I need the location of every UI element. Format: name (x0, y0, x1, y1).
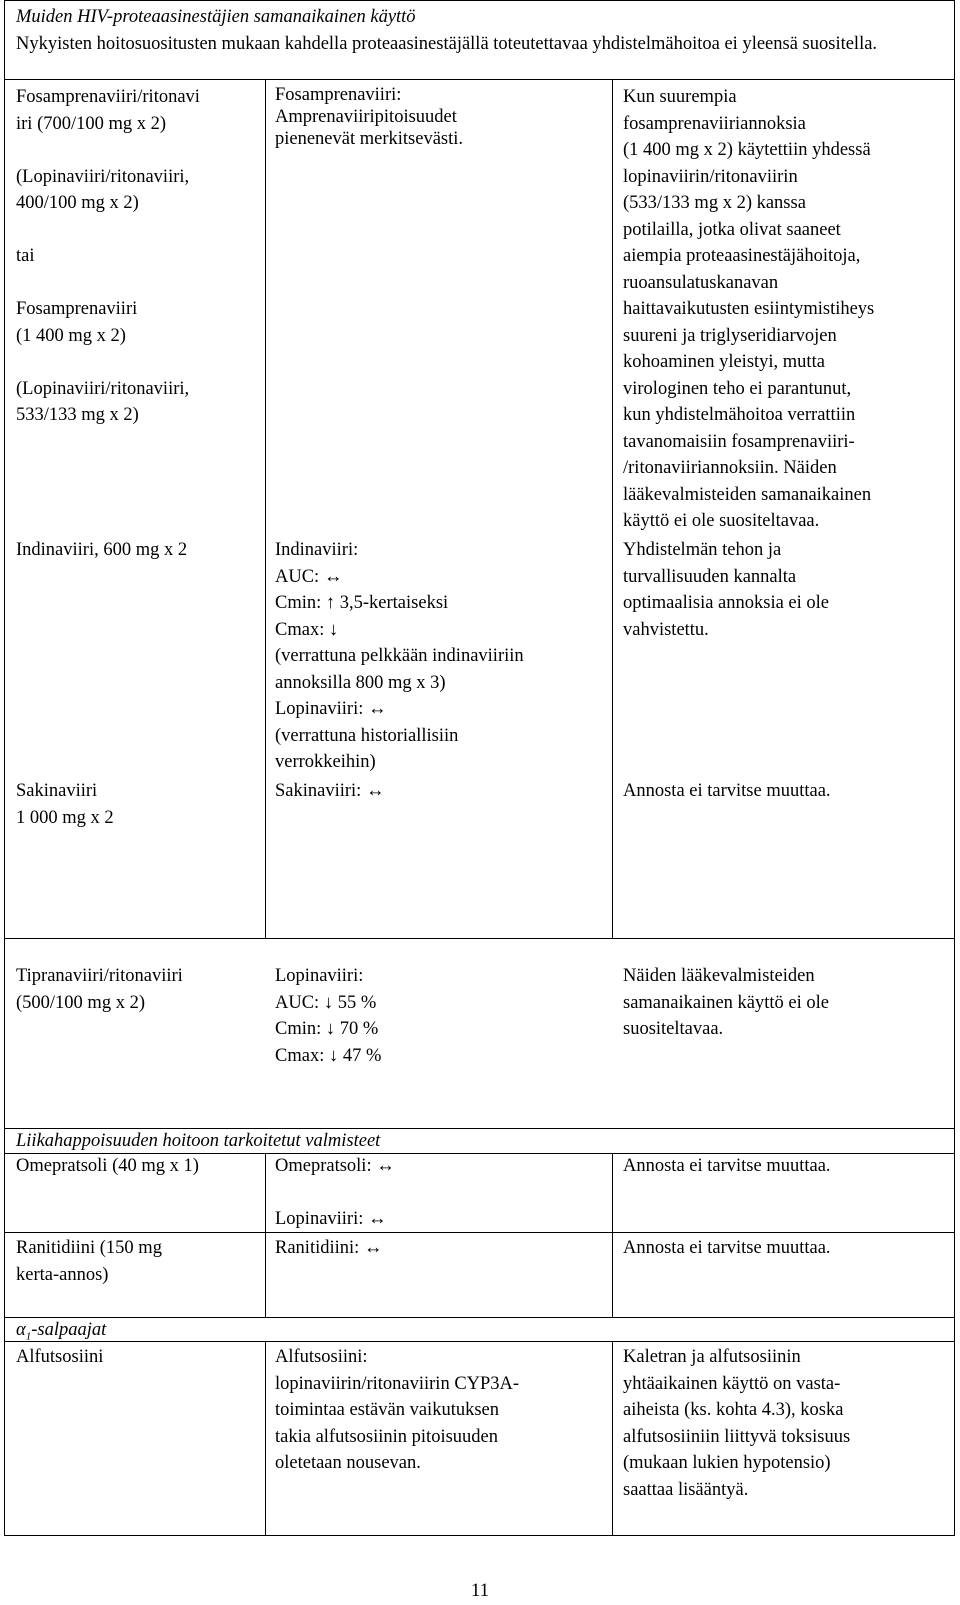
table-cell-line: Kun suurempia (623, 87, 737, 107)
row-saquinavir-col2 (275, 778, 620, 805)
section-title: Muiden HIV-proteaasinestäjien samanaikainen käyttö (16, 7, 416, 27)
section-title-sub: 1 (25, 1330, 32, 1343)
table-cell-line: Fosamprenaviiri/ritonavi (16, 87, 200, 107)
table-cell-line: Annosta ei tarvitse muuttaa. (623, 1238, 831, 1258)
row-fosamprenavir-col2 (275, 84, 620, 150)
table-cell-line: iri (700/100 mg x 2) (16, 113, 167, 134)
table-cell-line: Cmin: ↑ 3,5-kertaiseksi (275, 593, 449, 613)
table-cell-line: Sakinaviiri: ↔ (275, 781, 385, 801)
table-cell-line: (500/100 mg x 2) (16, 992, 145, 1013)
table-cell-line: Kaletran ja alfutsosiinin (623, 1347, 801, 1367)
row-divider (4, 938, 955, 939)
table-cell-line: vahvistettu. (623, 619, 709, 640)
table-cell-line: (Lopinaviiri/ritonaviiri, (16, 166, 190, 187)
table-cell-line: Näiden lääkevalmisteiden (623, 966, 815, 986)
table-cell-line: Omepratsoli: ↔ (275, 1156, 395, 1176)
section-title: Liikahappoisuuden hoitoon tarkoitetut valmisteet (16, 1131, 381, 1151)
table-cell-line: annoksilla 800 mg x 3) (275, 672, 446, 693)
table-cell-line: tai (16, 246, 35, 266)
table-cell-line: Tipranaviiri/ritonaviiri (16, 966, 183, 986)
table-cell-line: aiheista (ks. kohta 4.3), koska (623, 1400, 844, 1420)
table-cell-line (16, 270, 266, 297)
table-cell-line: toimintaa estävän vaikutuksen (275, 1400, 499, 1420)
table-cell-line: Lopinaviiri: (275, 966, 364, 986)
table-cell-line: Alfutsosiini: (275, 1347, 368, 1367)
table-cell-line: Yhdistelmän tehon ja (623, 540, 782, 560)
row-divider (4, 0, 955, 1)
table-cell-line: yhtäaikainen käyttö on vasta- (623, 1373, 841, 1394)
row-fosamprenavir-col3 (623, 84, 953, 535)
row-omeprazole-col3 (623, 1153, 953, 1180)
section-note: Nykyisten hoitosuositusten mukaan kahdella proteaasinestäjällä toteutettavaa yhdistelmähoitoa ei yleensä suositella. (16, 33, 878, 54)
table-cell-line: Ranitidiini: ↔ (275, 1238, 383, 1258)
table-cell-line: lääkevalmisteiden samanaikainen (623, 484, 872, 505)
row-indinavir-col2 (275, 537, 620, 776)
table-cell-line: (mukaan lukien hypotensio) (623, 1453, 831, 1473)
table-cell-line: Omepratsoli (40 mg x 1) (16, 1156, 199, 1176)
table-cell-line: (1 400 mg x 2) (16, 325, 126, 346)
section-title-antacids (16, 1128, 916, 1155)
table-cell-line: (1 400 mg x 2) käytettiin yhdessä (623, 140, 871, 160)
table-cell-line: 533/133 mg x 2) (16, 405, 139, 425)
table-cell-line: fosamprenaviiriannoksia (623, 113, 806, 134)
table-cell-line: 400/100 mg x 2) (16, 193, 139, 213)
table-cell-line (16, 217, 266, 244)
row-ranitidine-col2 (275, 1235, 620, 1262)
row-omeprazole-col1 (16, 1153, 266, 1180)
table-cell-line: Cmax: ↓ (275, 619, 339, 640)
table-cell-line: Annosta ei tarvitse muuttaa. (623, 781, 831, 801)
table-cell-line: takia alfutsosiinin pitoisuuden (275, 1426, 499, 1447)
table-cell-line (275, 1180, 620, 1207)
row-alfuzosin-col2 (275, 1344, 620, 1477)
table-cell-line: Ranitidiini (150 mg (16, 1238, 162, 1258)
section-title-main: α (16, 1320, 26, 1340)
section-title (16, 1317, 916, 1344)
row-fosamprenavir-col1 (16, 84, 266, 429)
table-cell-line: Indinaviiri: (275, 540, 359, 560)
table-cell-line: AUC: ↔ (275, 566, 343, 587)
table-cell-line: Lopinaviiri: ↔ (275, 1209, 387, 1229)
table-cell-line: Fosamprenaviiri (16, 299, 138, 319)
table-cell-line: (533/133 mg x 2) kanssa (623, 193, 806, 213)
row-ranitidine-col1 (16, 1235, 266, 1288)
table-cell-line: suositeltavaa. (623, 1019, 724, 1039)
row-saquinavir-col1 (16, 778, 266, 831)
table-cell-line: käyttö ei ole suositeltavaa. (623, 511, 820, 531)
table-cell-line: kerta-annos) (16, 1264, 109, 1285)
table-cell-line: 1 000 mg x 2 (16, 807, 114, 828)
table-cell-line: turvallisuuden kannalta (623, 566, 797, 587)
section-title-rest: -salpaajat (31, 1320, 107, 1340)
table-cell-line: lopinaviirin/ritonaviirin (623, 166, 798, 187)
table-cell-line: (verrattuna pelkkään indinaviiriin (275, 646, 524, 666)
table-cell-line: Lopinaviiri: ↔ (275, 699, 387, 719)
row-indinavir-col1 (16, 537, 266, 564)
row-ranitidine-col3 (623, 1235, 953, 1262)
table-cell-line: lopinaviirin/ritonaviirin CYP3A- (275, 1373, 520, 1394)
row-saquinavir-col3 (623, 778, 953, 805)
table-cell-line: haittavaikutusten esiintymistiheys (623, 299, 875, 319)
row-alfuzosin-col1 (16, 1344, 266, 1371)
table-cell-line (16, 137, 266, 164)
table-cell-line: pienenevät merkitsevästi. (275, 129, 464, 149)
table-cell-line: alfutsosiiniin liittyvä toksisuus (623, 1426, 851, 1447)
row-divider (4, 79, 955, 80)
page-number: 11 (470, 1580, 490, 1601)
table-cell-line: Sakinaviiri (16, 781, 98, 801)
table-cell-line: Cmin: ↓ 70 % (275, 1019, 379, 1039)
table-cell-line: (verrattuna historiallisiin (275, 725, 459, 746)
table-cell-line (16, 349, 266, 376)
table-cell-line: AUC: ↓ 55 % (275, 992, 377, 1013)
row-omeprazole-col2 (275, 1153, 620, 1233)
table-cell-line: Amprenaviiripitoisuudet (275, 107, 457, 127)
section-title-alpha-blockers (16, 1317, 916, 1344)
section-header (16, 4, 946, 57)
table-cell-line: aiempia proteaasinestäjähoitoja, (623, 246, 861, 266)
column-divider (612, 79, 613, 939)
table-cell-line: Annosta ei tarvitse muuttaa. (623, 1156, 831, 1176)
row-alfuzosin-col3 (623, 1344, 953, 1503)
table-cell-line: potilailla, jotka olivat saaneet (623, 219, 841, 240)
table-cell-line: verrokkeihin) (275, 752, 376, 772)
table-cell-line: samanaikainen käyttö ei ole (623, 992, 829, 1013)
table-cell-line: kun yhdistelmähoitoa verrattiin (623, 405, 856, 425)
table-cell-line: Cmax: ↓ 47 % (275, 1045, 382, 1066)
table-cell-line: tavanomaisiin fosamprenaviiri- (623, 431, 855, 452)
row-indinavir-col3 (623, 537, 953, 643)
table-cell-line: ruoansulatuskanavan (623, 272, 779, 293)
row-tipranavir-col3 (623, 963, 953, 1043)
table-cell-line: suureni ja triglyseridiarvojen (623, 325, 837, 346)
table-cell-line: kohoaminen yleistyi, mutta (623, 352, 825, 372)
table-cell-line: Fosamprenaviiri: (275, 85, 402, 105)
table-cell-line: Indinaviiri, 600 mg x 2 (16, 540, 188, 560)
table-cell-line: virologinen teho ei parantunut, (623, 378, 852, 399)
table-cell-line: saattaa lisääntyä. (623, 1479, 749, 1500)
table-cell-line: (Lopinaviiri/ritonaviiri, (16, 378, 190, 399)
row-tipranavir-col1 (16, 963, 266, 1016)
table-cell-line: /ritonaviiriannoksiin. Näiden (623, 458, 837, 478)
table-cell-line: oletetaan nousevan. (275, 1453, 421, 1473)
table-cell-line: Alfutsosiini (16, 1347, 104, 1367)
row-tipranavir-col2 (275, 963, 620, 1069)
table-cell-line: optimaalisia annoksia ei ole (623, 593, 830, 613)
